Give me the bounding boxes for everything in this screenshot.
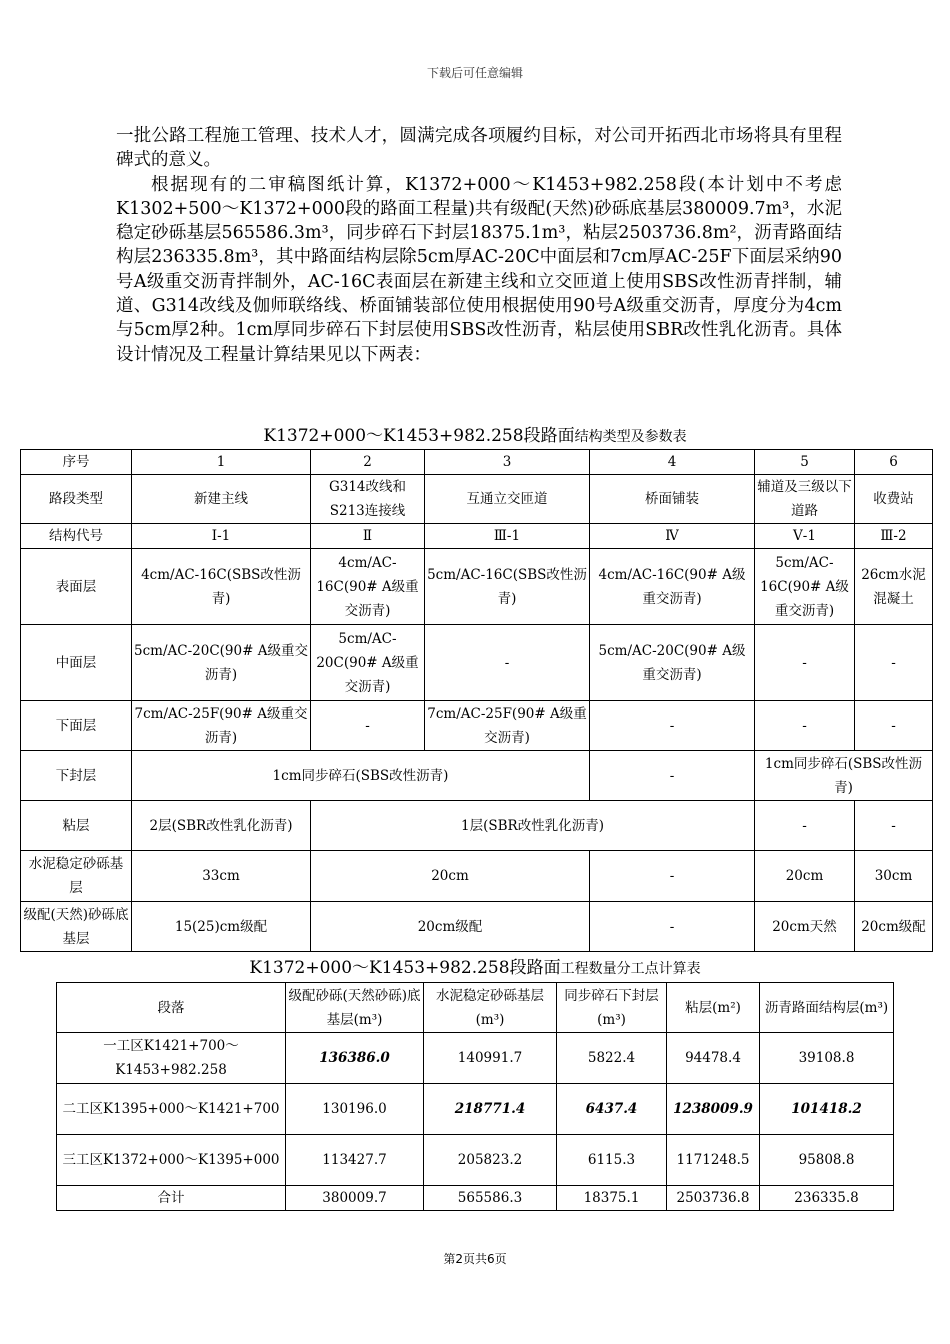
- table-cell: 20cm级配: [311, 902, 590, 952]
- table-header-cell: 粘层(m²): [667, 983, 760, 1033]
- table2-caption-sub: 工程数量分工点计算表: [560, 961, 701, 977]
- table-header-cell: 沥青路面结构层(m³): [760, 983, 894, 1033]
- table-cell: -: [755, 801, 855, 851]
- table-cell: 4cm/AC-16C(90# A级重交沥青): [590, 549, 755, 625]
- table-cell: 5cm/AC-20C(90# A级重交沥青): [132, 625, 311, 701]
- table-cell: 水泥稳定砂砾基层: [21, 851, 132, 902]
- table-cell: 下封层: [21, 751, 132, 801]
- table-cell: 互通立交匝道: [425, 475, 590, 524]
- table-cell: Ⅲ-2: [855, 524, 933, 549]
- table-cell: -: [590, 751, 755, 801]
- table-cell: 26cm水泥混凝土: [855, 549, 933, 625]
- table-cell: 6437.4: [557, 1084, 667, 1135]
- table-cell: 结构代号: [21, 524, 132, 549]
- table-row: [21, 524, 933, 549]
- table-cell: G314改线和S213连接线: [311, 475, 425, 524]
- table2-caption: [0, 957, 950, 980]
- table-cell: 218771.4: [424, 1084, 557, 1135]
- table-cell: 380009.7: [286, 1186, 424, 1211]
- table-cell: 6115.3: [557, 1135, 667, 1186]
- table-cell: -: [590, 701, 755, 751]
- table-cell: 收费站: [855, 475, 933, 524]
- table-cell: -: [590, 851, 755, 902]
- table-row: [57, 1033, 894, 1084]
- table-cell: 辅道及三级以下道路: [755, 475, 855, 524]
- table-cell: -: [590, 902, 755, 952]
- body-text: [116, 124, 842, 367]
- table-cell: -: [311, 701, 425, 751]
- table-row: [57, 1084, 894, 1135]
- table-cell: 表面层: [21, 549, 132, 625]
- table-cell: 5cm/AC-20C(90# A级重交沥青): [590, 625, 755, 701]
- table-cell: -: [755, 625, 855, 701]
- table-cell: 18375.1: [557, 1186, 667, 1211]
- table-cell: 1cm同步碎石(SBS改性沥青): [132, 751, 590, 801]
- table-row: [21, 902, 933, 952]
- table-cell: 3: [425, 450, 590, 475]
- paragraph: 一批公路工程施工管理、技术人才，圆满完成各项履约目标，对公司开拓西北市场将具有里程碑式的意义。: [116, 126, 842, 171]
- table-cell: 6: [855, 450, 933, 475]
- table-cell: 级配(天然)砂砾底基层: [21, 902, 132, 952]
- table-cell: 5cm/AC-16C(SBS改性沥青): [425, 549, 590, 625]
- table-row: [21, 450, 933, 475]
- table-cell: 1238009.9: [667, 1084, 760, 1135]
- table-cell: 4: [590, 450, 755, 475]
- table-cell: 5822.4: [557, 1033, 667, 1084]
- table-header-cell: 级配砂砾(天然砂砾)底基层(m³): [286, 983, 424, 1033]
- table-cell: 20cm天然: [755, 902, 855, 952]
- table-cell: 1cm同步碎石(SBS改性沥青): [755, 751, 933, 801]
- table-cell: 101418.2: [760, 1084, 894, 1135]
- table-cell: 30cm: [855, 851, 933, 902]
- table-cell: 2503736.8: [667, 1186, 760, 1211]
- table-cell: 39108.8: [760, 1033, 894, 1084]
- table2-caption-main: K1372+000～K1453+982.258段路面: [249, 958, 561, 978]
- table-row: [21, 475, 933, 524]
- table-cell: 130196.0: [286, 1084, 424, 1135]
- table1-caption-main: K1372+000～K1453+982.258段路面: [263, 426, 575, 446]
- table-cell: 二工区K1395+000～K1421+700: [57, 1084, 286, 1135]
- table-row: [21, 851, 933, 902]
- table-cell: Ⅴ-1: [755, 524, 855, 549]
- table-cell: 桥面铺装: [590, 475, 755, 524]
- table-cell: 565586.3: [424, 1186, 557, 1211]
- table-cell: Ⅱ: [311, 524, 425, 549]
- table-row: [21, 701, 933, 751]
- table-cell: Ⅰ-1: [132, 524, 311, 549]
- table-cell: Ⅳ: [590, 524, 755, 549]
- table1-caption-sub: 结构类型及参数表: [574, 429, 687, 445]
- table-cell: -: [855, 701, 933, 751]
- table-cell: 205823.2: [424, 1135, 557, 1186]
- table-header-cell: 段落: [57, 983, 286, 1033]
- table-header-cell: 水泥稳定砂砾基层(m³): [424, 983, 557, 1033]
- table-cell: Ⅲ-1: [425, 524, 590, 549]
- table-cell: 2层(SBR改性乳化沥青): [132, 801, 311, 851]
- table-cell: 4cm/AC-16C(90# A级重交沥青): [311, 549, 425, 625]
- table-cell: 33cm: [132, 851, 311, 902]
- table-cell: 5: [755, 450, 855, 475]
- table-cell: 140991.7: [424, 1033, 557, 1084]
- structure-table: [20, 449, 933, 952]
- table-cell: -: [855, 801, 933, 851]
- table-row: [57, 983, 894, 1033]
- table-cell: 5cm/AC-16C(90# A级重交沥青): [755, 549, 855, 625]
- table-cell: 一工区K1421+700～K1453+982.258: [57, 1033, 286, 1084]
- table-cell: 新建主线: [132, 475, 311, 524]
- table-cell: 113427.7: [286, 1135, 424, 1186]
- table-header-cell: 同步碎石下封层(m³): [557, 983, 667, 1033]
- page-header: 下载后可任意编辑: [426, 66, 523, 80]
- table-row: [57, 1186, 894, 1211]
- table-cell: 合计: [57, 1186, 286, 1211]
- table-cell: 236335.8: [760, 1186, 894, 1211]
- table-cell: 4cm/AC-16C(SBS改性沥青): [132, 549, 311, 625]
- table-cell: 序号: [21, 450, 132, 475]
- table-cell: 7cm/AC-25F(90# A级重交沥青): [132, 701, 311, 751]
- table-cell: -: [855, 625, 933, 701]
- paragraph: 根据现有的二审稿图纸计算，K1372+000～K1453+982.258段(本计划中不考虑K1302+500～K1372+000段的路面工程量)共有级配(天然)砂砾底基层380009.7m³，水泥稳定砂砾基层565586.3m³，同步碎石下封层18375.1m³，粘层2503736.8m²，沥青路面结构层236335.8m³，其中路面结构层除5cm厚AC-20C中面层和7cm厚AC-25F下面层采纳90号A级重交沥青拌制外，AC-16C表面层在新建主线和立交匝道上使用SBS改性沥青拌制，辅道、G314改线及伽师联络线、桥面铺装部位使用根据使用90号A级重交沥青，厚度分为4cm与5cm厚2种。1cm厚同步碎石下封层使用SBS改性沥青，粘层使用SBR改性乳化沥青。具体设计情况及工程量计算结果见以下两表：: [116, 174, 842, 365]
- table-cell: 7cm/AC-25F(90# A级重交沥青): [425, 701, 590, 751]
- table-cell: 路段类型: [21, 475, 132, 524]
- table-cell: 20cm: [755, 851, 855, 902]
- table-cell: 94478.4: [667, 1033, 760, 1084]
- table-cell: 2: [311, 450, 425, 475]
- table-cell: 1: [132, 450, 311, 475]
- table-row: [57, 1135, 894, 1186]
- table-cell: 1层(SBR改性乳化沥青): [311, 801, 755, 851]
- table-cell: 下面层: [21, 701, 132, 751]
- table-cell: 5cm/AC-20C(90# A级重交沥青): [311, 625, 425, 701]
- table-row: [21, 801, 933, 851]
- table-row: [21, 625, 933, 701]
- table-cell: 20cm: [311, 851, 590, 902]
- table-cell: -: [425, 625, 590, 701]
- quantity-table: [56, 982, 894, 1211]
- table-cell: 1171248.5: [667, 1135, 760, 1186]
- table-cell: 中面层: [21, 625, 132, 701]
- table-cell: 三工区K1372+000～K1395+000: [57, 1135, 286, 1186]
- table-row: [21, 549, 933, 625]
- table-row: [21, 751, 933, 801]
- table-cell: 136386.0: [286, 1033, 424, 1084]
- table1-caption: [0, 425, 950, 448]
- table-cell: -: [755, 701, 855, 751]
- table-cell: 粘层: [21, 801, 132, 851]
- table-cell: 20cm级配: [855, 902, 933, 952]
- page-footer: 第2页共6页: [443, 1252, 507, 1266]
- table-cell: 15(25)cm级配: [132, 902, 311, 952]
- table-cell: 95808.8: [760, 1135, 894, 1186]
